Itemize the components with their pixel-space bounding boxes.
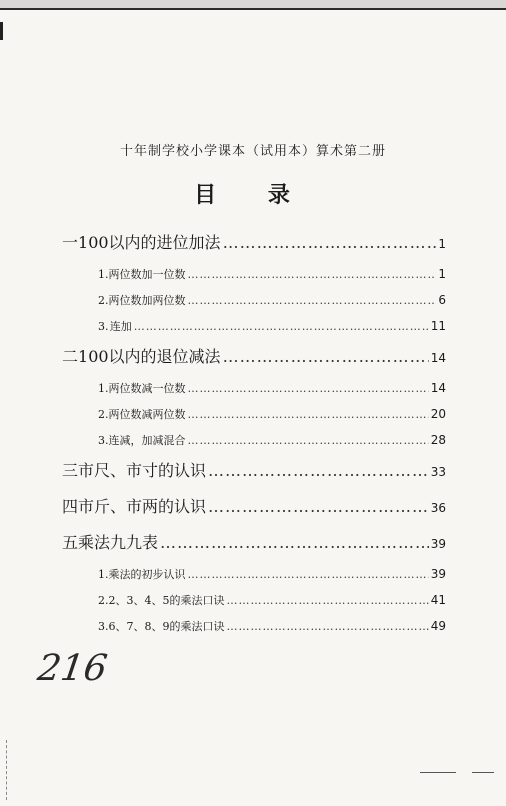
section-title: 乘法的初步认识	[108, 568, 186, 581]
section-number: 3.	[98, 320, 109, 333]
page-number: 39	[430, 567, 446, 581]
page-number: 49	[430, 619, 446, 633]
leader-dots	[223, 347, 429, 366]
chapter-number: 三	[62, 461, 79, 480]
leader-dots	[227, 594, 429, 607]
chapter-title: 乘法九九表	[78, 533, 159, 552]
toc-section-2-1[interactable]	[62, 380, 446, 406]
toc-section-5-3[interactable]	[62, 618, 446, 644]
page-number: 1	[438, 267, 446, 281]
table-of-contents	[62, 230, 446, 644]
toc-chapter-2[interactable]	[62, 344, 446, 380]
leader-dots	[227, 620, 429, 633]
section-title: 连加	[109, 320, 132, 333]
section-title: 两位数减一位数	[108, 382, 186, 395]
page-title: 目 录	[194, 182, 312, 208]
leader-dots	[188, 434, 429, 447]
chapter-title: 市斤、市两的认识	[78, 497, 207, 516]
bottom-mark-1	[420, 772, 456, 773]
section-number: 1.	[98, 382, 109, 395]
page-number: 36	[430, 501, 446, 515]
page-number: 11	[430, 319, 446, 333]
corner-mark	[0, 22, 11, 40]
section-title: 2、3、4、5的乘法口诀	[108, 594, 225, 607]
page-number: 28	[430, 433, 446, 447]
section-title: 两位数减两位数	[108, 408, 186, 421]
chapter-number: 二	[62, 347, 79, 366]
page-number: 20	[430, 407, 446, 421]
section-number: 1.	[98, 268, 109, 281]
section-title: 两位数加两位数	[108, 294, 186, 307]
section-title: 两位数加一位数	[108, 268, 186, 281]
toc-chapter-1[interactable]	[62, 230, 446, 266]
page-number: 14	[430, 351, 446, 365]
section-title: 连减，加减混合	[108, 434, 186, 447]
leader-dots	[188, 568, 429, 581]
chapter-number: 四	[62, 497, 79, 516]
chapter-number: 五	[62, 533, 79, 552]
chapter-title: 市尺、市寸的认识	[78, 461, 207, 480]
bottom-mark-2	[472, 772, 494, 773]
toc-section-5-2[interactable]	[62, 592, 446, 618]
leader-dots	[188, 294, 437, 307]
handwritten-note: 216	[35, 648, 110, 689]
section-title: 6、7、8、9的乘法口诀	[108, 620, 225, 633]
section-number: 2.	[98, 294, 109, 307]
chapter-title: 100以内的退位减法	[78, 347, 221, 366]
section-number: 3.	[98, 434, 109, 447]
page-number: 41	[430, 593, 446, 607]
page-number: 33	[430, 465, 446, 479]
toc-section-1-2[interactable]	[62, 292, 446, 318]
leader-dots	[188, 382, 429, 395]
leader-dots	[208, 497, 429, 516]
section-number: 1.	[98, 568, 109, 581]
leader-dots	[160, 533, 429, 552]
toc-section-5-1[interactable]	[62, 566, 446, 592]
toc-chapter-4[interactable]	[62, 494, 446, 530]
toc-section-2-3[interactable]	[62, 432, 446, 458]
toc-section-1-3[interactable]	[62, 318, 446, 344]
page-number: 39	[430, 537, 446, 551]
section-number: 3.	[98, 620, 109, 633]
book-subtitle: 十年制学校小学课本（试用本）算术第二册	[119, 144, 386, 159]
page-number: 1	[438, 237, 446, 251]
toc-section-2-2[interactable]	[62, 406, 446, 432]
page-number: 14	[430, 381, 446, 395]
toc-chapter-3[interactable]	[62, 458, 446, 494]
leader-dots	[223, 233, 437, 252]
leader-dots	[134, 320, 429, 333]
left-edge-mark	[6, 740, 8, 800]
top-edge-rule	[0, 0, 506, 10]
leader-dots	[208, 461, 429, 480]
section-number: 2.	[98, 594, 109, 607]
toc-section-1-1[interactable]	[62, 266, 446, 292]
chapter-title: 100以内的进位加法	[78, 233, 221, 252]
section-number: 2.	[98, 408, 109, 421]
page-number: 6	[438, 293, 446, 307]
leader-dots	[188, 268, 437, 281]
leader-dots	[188, 408, 429, 421]
chapter-number: 一	[62, 233, 79, 252]
toc-chapter-5[interactable]	[62, 530, 446, 566]
